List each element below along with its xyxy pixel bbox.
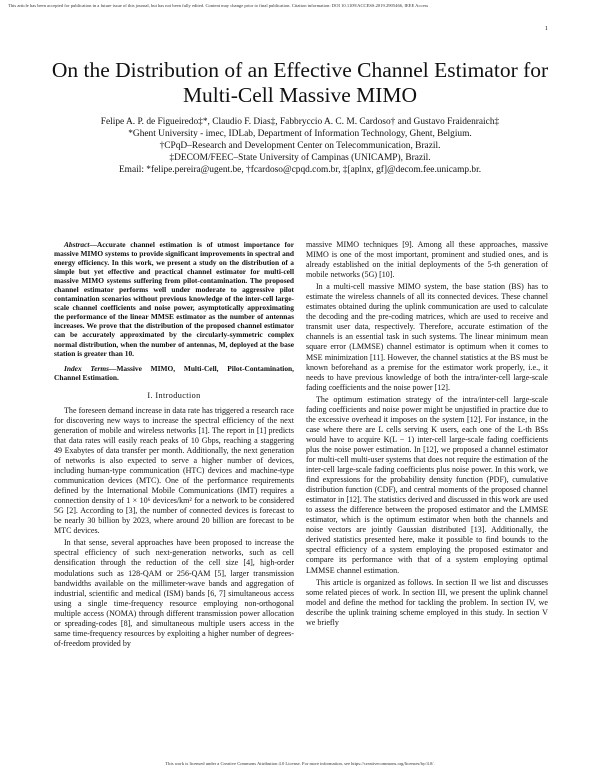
page-number: 1 — [544, 25, 548, 32]
left-column — [54, 240, 294, 750]
publication-banner: This article has been accepted for publication in a future issue of this journal, but has not been fully edited. Content may change prior to final publication. Citation information: DOI 10.1109/ACCESS.2019.2905466, IEEE Access — [8, 3, 429, 8]
author-block — [40, 116, 560, 176]
author-emails: Email: *felipe.pereira@ugent.be, †fcardoso@cpqd.com.br, ‡[aplnx, gf]@decom.fee.unicamp.br. — [118, 165, 482, 175]
affiliation-3: ‡DECOM/FEEC–State University of Campinas (UNICAMP), Brazil. — [169, 153, 431, 163]
index-terms — [54, 364, 294, 382]
paragraph: In that sense, several approaches have been proposed to increase the spectral efficiency of such next-generation networks, such as cell densification through the reduction of the cell size [4], high-order modulations such as 128-QAM or 256-QAM [5], larger transmission bandwidths available on the millimeter-wave bands and aggregation of industrial, scientific and medical (ISM) bands [6, 7] simultaneous access using a single time-frequency resource employing non-orthogonal multiple access (NOMA) through different transmission power allocation or spreading-codes [8], and simultaneous multiple users access in the same time-frequency resources by exploiting a higher number of degrees-of-freedom provided by — [54, 538, 294, 648]
license-footer: This work is licensed under a Creative Commons Attribution 4.0 License. For more information, see https://creativecommons.org/licenses/by/4.0/. — [165, 761, 435, 766]
affiliation-1: *Ghent University - imec, IDLab, Department of Information Technology, Ghent, Belgium. — [128, 129, 472, 139]
index-terms-label: Index Terms — [64, 363, 110, 373]
affiliation-2: †CPqD–Research and Development Center on Telecommunication, Brazil. — [159, 141, 441, 151]
paragraph: massive MIMO techniques [9]. Among all these approaches, massive MIMO is one of the most important, prominent and studied ones, and is already established on the initial deployments of the 5-th generation of mobile networks (5G) [10]. — [306, 240, 548, 280]
index-terms-text: —Massive MIMO, Multi-Cell, Pilot-Contamination, Channel Estimation. — [54, 363, 294, 382]
abstract-label: Abstract — [64, 240, 90, 249]
paragraph: The foreseen demand increase in data rate has triggered a research race for discovering new ways to increase the spectral efficiency of the next generation of mobile and wireless networks [1]. The report in [1] predicts that data rates will easily reach peaks of 10 Gbps, reaching a staggering 49 Exabytes of data transfer per month. Additionally, the next generation of networks is also expected to serve a higher number of devices, including human-type communication (HTC) devices and machine-type communication devices (MTC). One of the performance requirements defined by the International Mobile Communications (IMT) requires a connection density of 1 × 10⁶ devices/km² for a network to be considered 5G [2]. According to [3], the number of connected devices is forecast to be nearly 30 billion by 2023, where around 20 billion are forecast to be MTC devices. — [54, 405, 294, 536]
paper-title: On the Distribution of an Effective Channel Estimator for Multi-Cell Massive MIMO — [51, 58, 549, 107]
paragraph: The optimum estimation strategy of the intra/inter-cell large-scale fading coefficients and noise power might be unjustified in practice due to the excessive overhead it imposes on the system [12]. For instance, in the case where there are L cells serving K users, each one of the L-th BSs would have to acquire K(L − 1) inter-cell large-scale fading coefficients plus the noise power estimation. In [12], we proposed a channel estimator for multi-cell multi-user systems that does not require the estimation of the inter-cell large-scale fading coefficients plus noise power. In this work, we find expressions for the probability density function (PDF), cumulative distribution function (CDF), and central moments of the proposed channel estimator in [12]. The statistics derived and discussed in this work are used to assess the difference between the proposed estimator and the LMMSE estimator, which is the optimum estimator when both the channels and noise vectors are jointly Gaussian distributed [13]. Additionally, the derived statistics presented here, make it possible to find bounds to the spectral efficiency of a system employing the proposed estimator and compare its performance with that of a system employing optimal LMMSE channel estimation. — [306, 394, 548, 575]
paragraph: In a multi-cell massive MIMO system, the base station (BS) has to estimate the wireless channels of all its connected devices. These channel estimates obtained during the uplink communication are used to calculate the decoding and the pre-coding matrices, which are used to receive and transmit user data, respectively. Therefore, accurate estimation of the channels is an essential task in such systems. The linear minimum mean square error (LMMSE) channel estimator is optimum when it comes to MSE minimization [11]. However, the channel statistics at the BS must be known beforehand as a premise for the estimator work properly, i.e., it needs to have previous knowledge of both the intra/inter-cell large-scale fading coefficients and the noise power [12]. — [306, 282, 548, 392]
section-heading-introduction: I. Introduction — [147, 390, 201, 400]
abstract — [54, 240, 294, 358]
abstract-text: —Accurate channel estimation is of utmost importance for massive MIMO systems to provide significant improvements in spectral and energy efficiency. In this work, we present a study on the distribution of a simple but yet effective and practical channel estimator for multi-cell massive MIMO systems suffering from pilot-contamination. The proposed channel estimator performs well under moderate to aggressive pilot contamination scenarios without previous knowledge of the inter-cell large-scale channel coefficients and noise power, asymptotically approximating the performance of the linear MMSE estimator as the number of antennas increases. We prove that the distribution of the proposed channel estimator can be accurately approximated by the circularly-symmetric complex normal distribution, when the number of antennas, M, deployed at the base station is greater than 10. — [54, 240, 294, 358]
right-column — [306, 240, 548, 752]
author-names: Felipe A. P. de Figueiredo‡*, Claudio F. Dias‡, Fabbryccio A. C. M. Cardoso† and Gustavo Fraidenraich‡ — [100, 117, 500, 127]
paragraph: This article is organized as follows. In section II we list and discusses some related pieces of work. In section III, we present the uplink channel model and define the method for tackling the problem. In section IV, we describe the uplink training scheme employed in this study. In section V we briefly — [306, 577, 548, 627]
